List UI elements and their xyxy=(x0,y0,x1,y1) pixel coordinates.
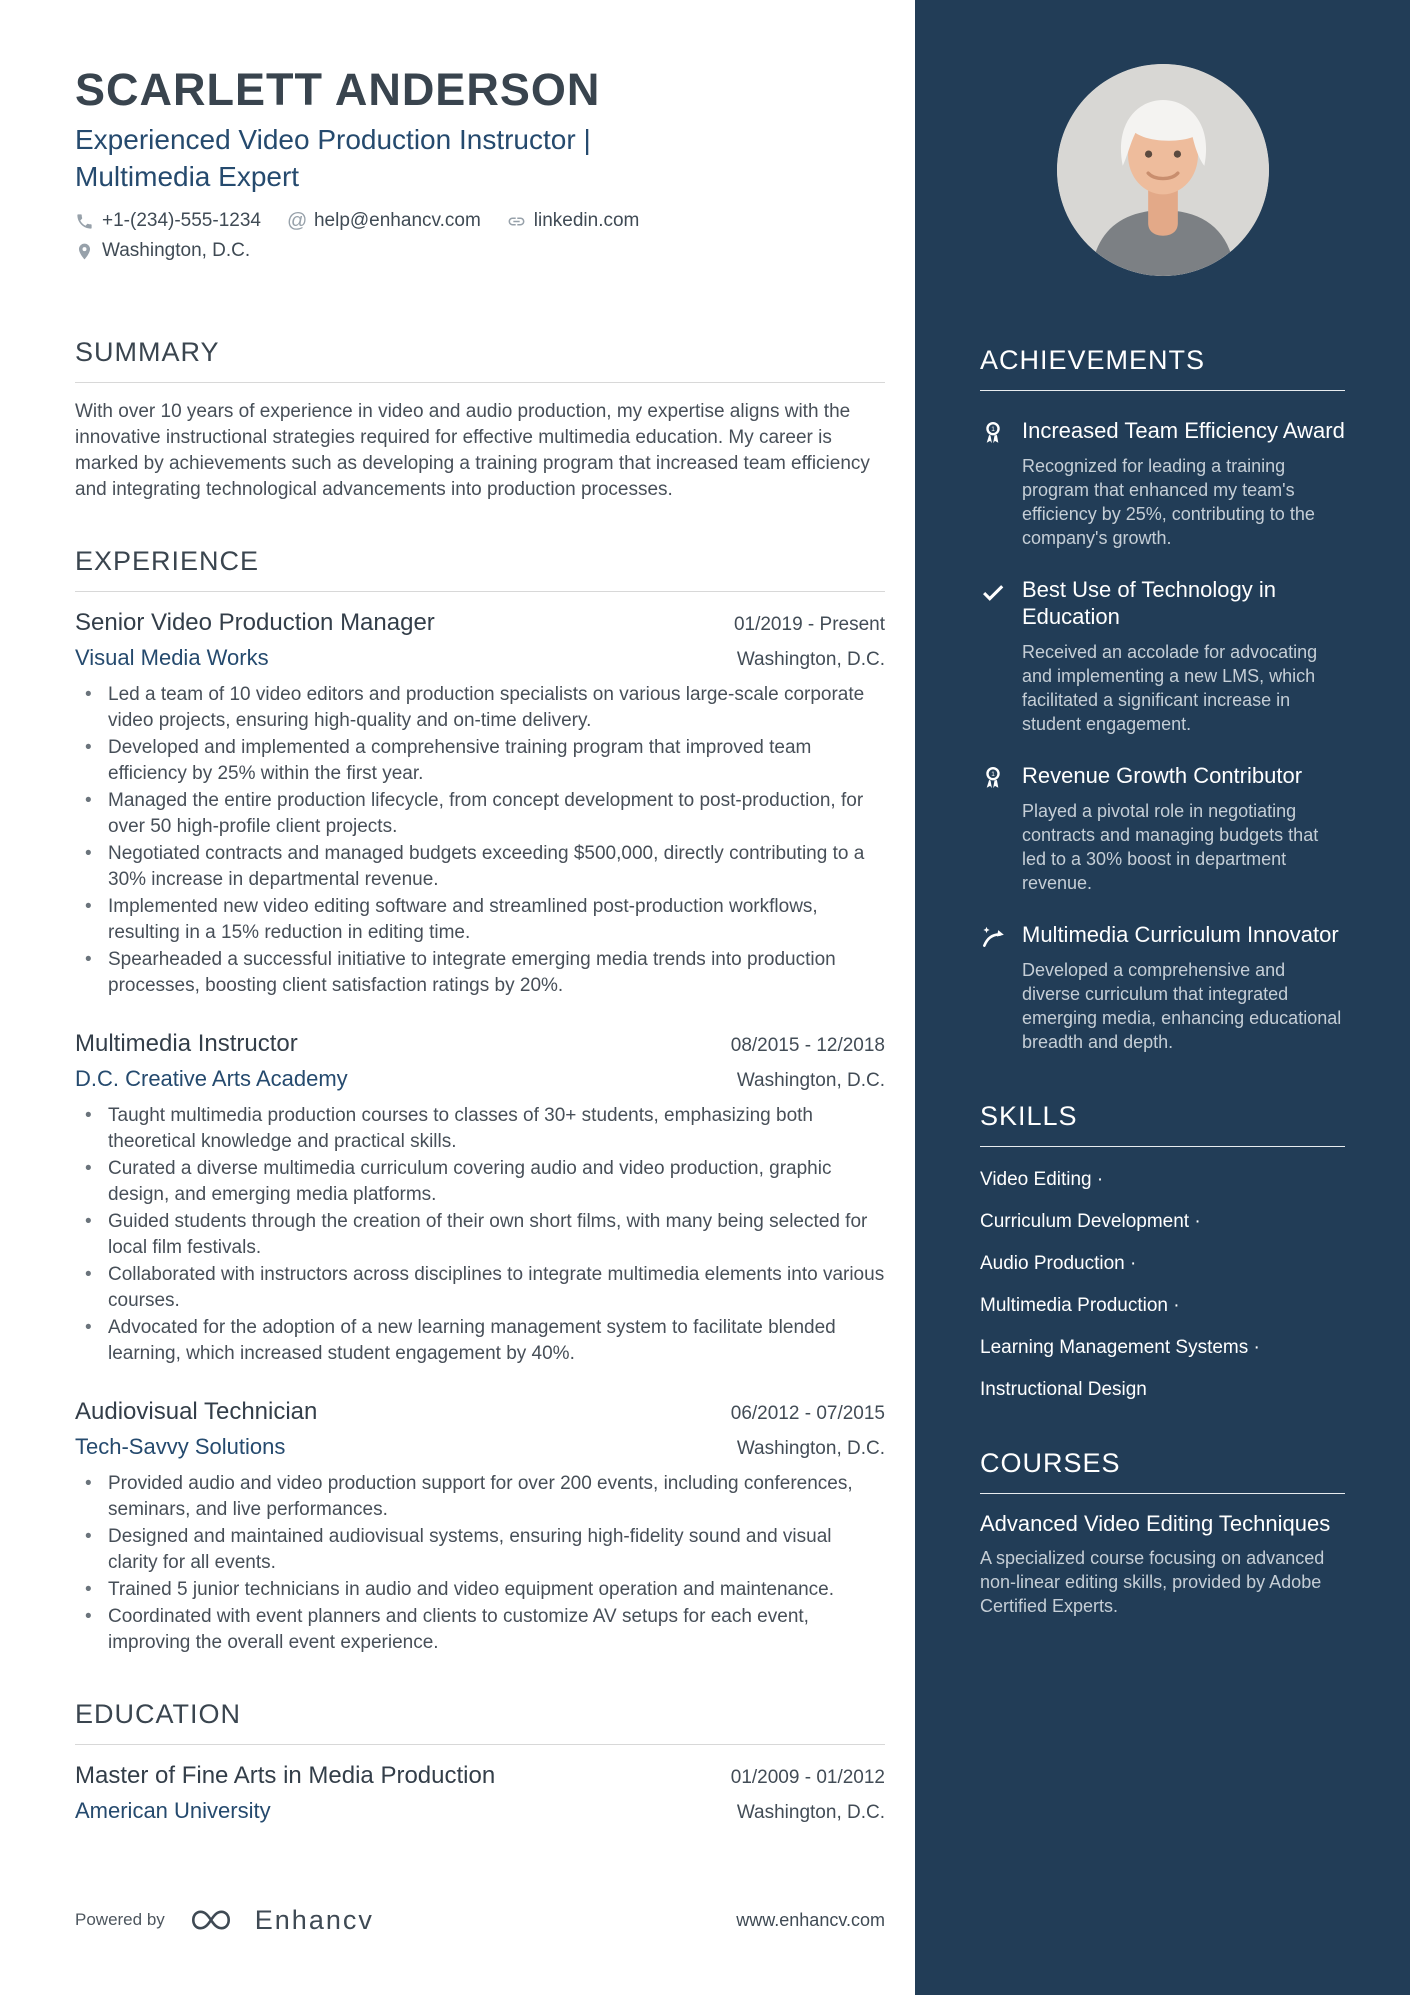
achievements-heading: ACHIEVEMENTS xyxy=(980,344,1345,391)
courses-heading: COURSES xyxy=(980,1447,1345,1494)
svg-text:1: 1 xyxy=(991,425,995,433)
bullet-item: • Advocated for the adoption of a new learning management system to facilitate blended learning, which increased student engagement by 40%. xyxy=(75,1315,885,1367)
skill-item: Learning Management Systems · xyxy=(980,1337,1260,1358)
course-item xyxy=(980,1510,1345,1618)
education-location: Washington, D.C. xyxy=(736,1802,885,1823)
course-title: Advanced Video Editing Techniques xyxy=(980,1511,1331,1536)
enhancv-logo-icon xyxy=(181,1903,245,1937)
phone-icon xyxy=(75,212,94,231)
job-dates: 08/2015 - 12/2018 xyxy=(730,1035,885,1056)
sidebar-panel xyxy=(915,0,1410,1995)
bullet-item: • Designed and maintained audiovisual systems, ensuring high-fidelity sound and visual clarity for all events. xyxy=(75,1524,885,1576)
achievement-item xyxy=(980,762,1345,895)
job-title: Multimedia Instructor xyxy=(75,1030,298,1057)
bullet-item: • Implemented new video editing software and streamlined post-production workflows, resulting in a 15% reduction in editing time. xyxy=(75,894,885,946)
achievement-title: Multimedia Curriculum Innovator xyxy=(1022,922,1339,947)
footer-website-link[interactable]: www.enhancv.com xyxy=(736,1909,885,1930)
job-bullets xyxy=(75,1103,885,1367)
education-heading: EDUCATION xyxy=(75,1698,885,1745)
education-section xyxy=(75,1698,885,1825)
skills-heading: SKILLS xyxy=(980,1100,1345,1147)
job-entry xyxy=(75,608,885,999)
bullet-item: • Developed and implemented a comprehensive training program that improved team efficiency by 25% within the first year. xyxy=(75,735,885,787)
page-footer xyxy=(75,1903,885,1937)
bullet-item: • Collaborated with instructors across disciplines to integrate multimedia elements into various courses. xyxy=(75,1262,885,1314)
candidate-name: SCARLETT ANDERSON xyxy=(75,64,601,115)
job-dates: 06/2012 - 07/2015 xyxy=(730,1403,885,1424)
linkedin-value: linkedin.com xyxy=(533,210,640,231)
bullet-item: • Led a team of 10 video editors and production specialists on various large-scale corporate video projects, ensuring high-quality and on-time delivery. xyxy=(75,682,885,734)
powered-by xyxy=(75,1903,374,1937)
achievements-section xyxy=(980,344,1345,1054)
phone-value: +1-(234)-555-1234 xyxy=(102,210,261,231)
bullet-item: • Provided audio and video production support for over 200 events, including conferences, seminars, and live performances. xyxy=(75,1471,885,1523)
check-icon xyxy=(980,579,1006,605)
medal-icon xyxy=(980,765,1006,791)
contact-row-location xyxy=(75,240,885,262)
bullet-item: • Coordinated with event planners and clients to customize AV setups for each event, improving the overall event experience. xyxy=(75,1604,885,1656)
achievement-description: Recognized for leading a training program that enhanced my team's efficiency by 25%, contributing to the company's growth. xyxy=(1022,456,1315,548)
contact-phone[interactable] xyxy=(75,210,261,232)
achievement-description: Developed a comprehensive and diverse curriculum that integrated emerging media, enhancing educational breadth and depth. xyxy=(1022,960,1342,1052)
achievement-item xyxy=(980,576,1345,736)
job-title: Audiovisual Technician xyxy=(75,1398,318,1425)
trending-up-icon xyxy=(980,924,1006,950)
education-dates: 01/2009 - 01/2012 xyxy=(730,1767,885,1788)
skills-section xyxy=(980,1100,1345,1401)
medal-icon xyxy=(980,420,1006,446)
achievement-item xyxy=(980,921,1345,1054)
contact-row xyxy=(75,210,885,232)
experience-section xyxy=(75,545,885,1656)
contact-location xyxy=(75,240,250,262)
skill-item: Video Editing · xyxy=(980,1169,1104,1190)
job-company: D.C. Creative Arts Academy xyxy=(75,1066,348,1091)
job-entry xyxy=(75,1397,885,1656)
summary-heading: SUMMARY xyxy=(75,336,885,383)
achievement-item xyxy=(980,417,1345,550)
bullet-item: • Managed the entire production lifecycle, from concept development to post-production, for over 50 high-profile client projects. xyxy=(75,788,885,840)
contact-email[interactable] xyxy=(287,210,481,232)
email-value: help@enhancv.com xyxy=(313,210,481,231)
profile-photo xyxy=(1057,64,1269,276)
job-location: Washington, D.C. xyxy=(736,1070,885,1091)
skill-item: Multimedia Production · xyxy=(980,1295,1180,1316)
summary-text: With over 10 years of experience in video and audio production, my expertise aligns with the innovative instructional strategies required for effective multimedia education. My career is marked by achievements such as developing a training program that increased team efficiency and integrating technological advancements into production processes. xyxy=(75,401,870,500)
job-bullets xyxy=(75,1471,885,1656)
achievement-title: Increased Team Efficiency Award xyxy=(1022,418,1345,443)
job-company: Visual Media Works xyxy=(75,645,269,670)
summary-section xyxy=(75,336,885,503)
contact-linkedin[interactable] xyxy=(507,210,640,232)
location-value: Washington, D.C. xyxy=(102,240,251,261)
degree-title: Master of Fine Arts in Media Production xyxy=(75,1762,496,1789)
brand-name: Enhancv xyxy=(254,1904,374,1935)
bullet-item: • Guided students through the creation of their own short films, with many being selected for local film festivals. xyxy=(75,1209,885,1261)
job-company: Tech-Savvy Solutions xyxy=(75,1434,286,1459)
achievement-description: Received an accolade for advocating and implementing a new LMS, which facilitated a significant increase in student engagement. xyxy=(1022,642,1318,734)
job-title: Senior Video Production Manager xyxy=(75,609,435,636)
bullet-item: • Negotiated contracts and managed budgets exceeding $500,000, directly contributing to a 30% increase in departmental revenue. xyxy=(75,841,885,893)
bullet-item: • Curated a diverse multimedia curriculum covering audio and video production, graphic design, and emerging media platforms. xyxy=(75,1156,885,1208)
skill-item: Instructional Design xyxy=(980,1379,1147,1400)
bullet-item: • Taught multimedia production courses to classes of 30+ students, emphasizing both theoretical knowledge and practical skills. xyxy=(75,1103,885,1155)
job-bullets xyxy=(75,682,885,999)
job-entry xyxy=(75,1029,885,1367)
job-location: Washington, D.C. xyxy=(736,649,885,670)
job-dates: 01/2019 - Present xyxy=(733,614,885,635)
school-name: American University xyxy=(75,1798,271,1823)
link-icon xyxy=(507,212,526,231)
achievement-title: Best Use of Technology in Education xyxy=(1022,577,1276,629)
job-location: Washington, D.C. xyxy=(736,1438,885,1459)
bullet-item: • Trained 5 junior technicians in audio and video equipment operation and maintenance. xyxy=(75,1577,885,1603)
skill-item: Curriculum Development · xyxy=(980,1211,1201,1232)
location-pin-icon xyxy=(75,242,94,261)
course-description: A specialized course focusing on advanced non-linear editing skills, provided by Adobe Certified Experts. xyxy=(980,1548,1325,1616)
bullet-item: • Spearheaded a successful initiative to integrate emerging media trends into production processes, boosting client satisfaction ratings by 20%. xyxy=(75,947,885,999)
achievement-title: Revenue Growth Contributor xyxy=(1022,763,1303,788)
experience-heading: EXPERIENCE xyxy=(75,545,885,592)
courses-section xyxy=(980,1447,1345,1618)
achievement-description: Played a pivotal role in negotiating contracts and managing budgets that led to a 30% boost in department revenue. xyxy=(1022,801,1319,893)
powered-by-label: Powered by xyxy=(75,1910,165,1929)
candidate-headline: Experienced Video Production Instructor | Multimedia Expert xyxy=(75,124,591,192)
at-icon: @ xyxy=(286,209,308,232)
svg-text:1: 1 xyxy=(991,770,995,778)
education-entry xyxy=(75,1761,885,1825)
skill-item: Audio Production · xyxy=(980,1253,1137,1274)
